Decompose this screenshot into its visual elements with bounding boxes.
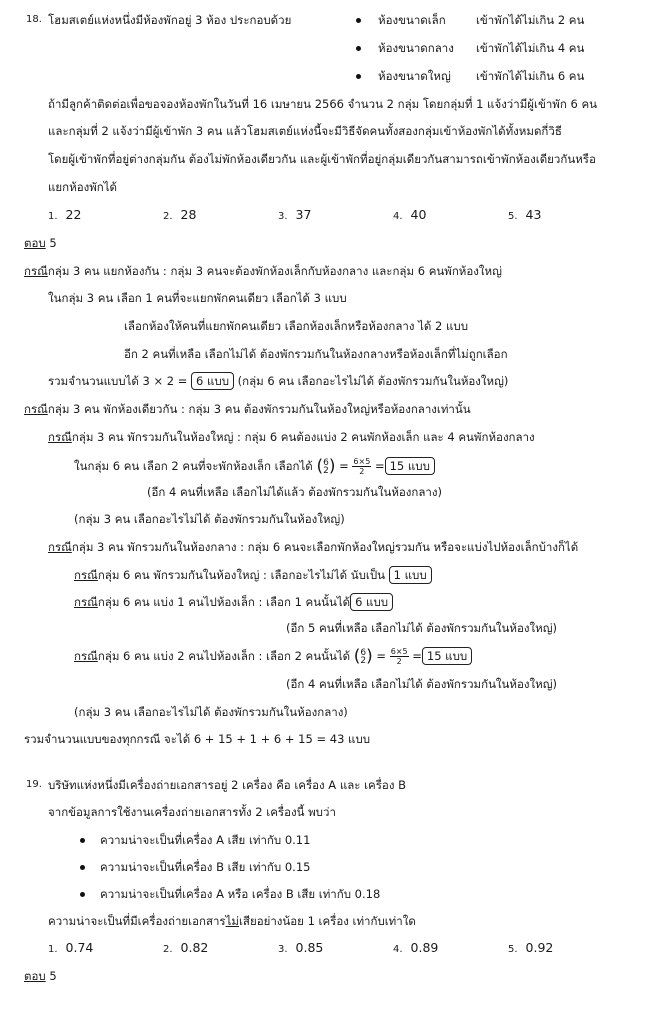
result-box: 6 แบบ <box>191 372 234 390</box>
option-5[interactable]: 5. 43 <box>508 207 542 222</box>
question-number: 18. <box>26 14 42 25</box>
result-box: 15 แบบ <box>422 647 472 665</box>
option-value: 0.74 <box>65 940 94 955</box>
bullet-icon <box>356 46 361 51</box>
room-name: ห้องขนาดกลาง <box>378 41 454 55</box>
option-5[interactable]: 5. 0.92 <box>508 940 554 955</box>
option-value: 22 <box>65 207 82 222</box>
solution-note: (อีก 4 คนที่เหลือ เลือกไม่ได้ ต้องพักรวมกันในห้องใหญ่) <box>286 677 557 691</box>
question-paragraph: และกลุ่มที่ 2 แจ้งว่ามีผู้เข้าพัก 3 คน แล้วโฮมสเตย์แห่งนี้จะมีวิธีจัดคนทั้งสองกลุ่มเข้าห้องพักได้ทั้งหมดกี่วิธี <box>48 124 562 138</box>
answer-label: ตอบ <box>24 236 46 250</box>
fraction: $\frac{6\times 5}{2}$ <box>390 647 408 666</box>
option-value: 28 <box>180 207 197 222</box>
question-stem: โฮมสเตย์แห่งหนึ่งมีห้องพักอยู่ 3 ห้อง ประกอบด้วย <box>48 13 292 27</box>
given-fact: ความน่าจะเป็นที่เครื่อง B เสีย เท่ากับ 0.15 <box>100 860 311 874</box>
result-box: 6 แบบ <box>350 593 393 611</box>
room-name: ห้องขนาดเล็ก <box>378 13 446 27</box>
question-intro: จากข้อมูลการใช้งานเครื่องถ่ายเอกสารทั้ง 2 เครื่องนี้ พบว่า <box>48 805 336 819</box>
case-heading: กรณีกลุ่ม 3 คน พักห้องเดียวกัน : กลุ่ม 3 คน ต้องพักรวมกันในห้องใหญ่หรือห้องกลางเท่านั้น <box>24 402 471 416</box>
question-paragraph: ถ้ามีลูกค้าติดต่อเพื่อขอจองห้องพักในวันที่ 16 เมษายน 2566 จำนวน 2 กลุ่ม โดยกลุ่มที่ 1 แจ้งว่ามีผู้เข้าพัก 6 คน <box>48 97 598 111</box>
option-value: 40 <box>410 207 427 222</box>
solution-line: อีก 2 คนที่เหลือ เลือกไม่ได้ ต้องพักรวมกันในห้องกลางหรือห้องเล็กที่ไม่ถูกเลือก <box>124 347 508 361</box>
question-number: 19. <box>26 779 42 790</box>
case-heading: กรณีกลุ่ม 3 คน แยกห้องกัน : กลุ่ม 3 คนจะต้องพักห้องเล็กกับห้องกลาง และกลุ่ม 6 คนพักห้องใหญ่ <box>24 264 502 278</box>
bullet-icon <box>80 865 85 870</box>
option-3[interactable]: 3. 0.85 <box>278 940 324 955</box>
answer-value: 5 <box>49 969 57 983</box>
option-1[interactable]: 1. 22 <box>48 207 82 222</box>
subcase-heading: กรณีกลุ่ม 3 คน พักรวมกันในห้องกลาง : กลุ่ม 6 คนจะเลือกพักห้องใหญ่รวมกัน หรือจะแบ่งไปห้องเล็กบ้างก็ได้ <box>48 540 579 554</box>
bullet-icon <box>356 74 361 79</box>
answer-line <box>24 235 57 251</box>
bullet-icon <box>356 18 361 23</box>
option-4[interactable]: 4. 0.89 <box>393 940 439 955</box>
solution-line: กรณีกลุ่ม 6 คน แบ่ง 1 คนไปห้องเล็ก : เลือก 1 คนนั้นได้ 6 แบบ <box>74 593 393 611</box>
given-fact: ความน่าจะเป็นที่เครื่อง A เสีย เท่ากับ 0.11 <box>100 833 311 847</box>
solution-line: กรณีกลุ่ม 6 คน แบ่ง 2 คนไปห้องเล็ก : เลือก 2 คนนั้นได้ (6 2) = $\frac{6\times 5}{2}$ = 15 แบบ <box>74 645 472 668</box>
room-name: ห้องขนาดใหญ่ <box>378 69 451 83</box>
solution-note: (กลุ่ม 3 คน เลือกอะไรไม่ได้ ต้องพักรวมกันในห้องใหญ่) <box>74 512 345 526</box>
result-box: 15 แบบ <box>385 457 435 475</box>
bullet-icon <box>80 892 85 897</box>
solution-note: (อีก 5 คนที่เหลือ เลือกไม่ได้ ต้องพักรวมกันในห้องใหญ่) <box>286 621 557 635</box>
option-value: 43 <box>525 207 542 222</box>
solution-note: (กลุ่ม 3 คน เลือกอะไรไม่ได้ ต้องพักรวมกันในห้องกลาง) <box>74 705 348 719</box>
binomial: 6 2 <box>323 457 329 476</box>
option-value: 37 <box>295 207 312 222</box>
solution-line: ในกลุ่ม 6 คน เลือก 2 คนที่จะพักห้องเล็ก เลือกได้ (6 2) = $\frac{6\times 5}{2}$ = 15 แบบ <box>74 455 435 478</box>
option-value: 0.82 <box>180 940 209 955</box>
fraction: $\frac{6\times 5}{2}$ <box>353 457 371 476</box>
binomial: 6 2 <box>360 647 367 666</box>
option-value: 0.92 <box>525 940 554 955</box>
solution-note: (อีก 4 คนที่เหลือ เลือกไม่ได้แล้ว ต้องพักรวมกันในห้องกลาง) <box>147 485 442 499</box>
option-4[interactable]: 4. 40 <box>393 207 427 222</box>
room-capacity: เข้าพักได้ไม่เกิน 6 คน <box>476 69 585 83</box>
question-stem: บริษัทแห่งหนึ่งมีเครื่องถ่ายเอกสารอยู่ 2 เครื่อง คือ เครื่อง A และ เครื่อง B <box>48 778 406 792</box>
option-value: 0.85 <box>295 940 324 955</box>
question-paragraph: แยกห้องพักได้ <box>48 180 118 194</box>
option-2[interactable]: 2. 0.82 <box>163 940 209 955</box>
answer-value: 5 <box>49 236 57 250</box>
solution-line: ในกลุ่ม 3 คน เลือก 1 คนที่จะแยกพักคนเดียว เลือกได้ 3 แบบ <box>48 291 347 305</box>
question-paragraph: โดยผู้เข้าพักที่อยู่ต่างกลุ่มกัน ต้องไม่พักห้องเดียวกัน และผู้เข้าพักที่อยู่กลุ่มเดียวกันสามารถเข้าพักห้องเดียวกันหรือ <box>48 152 596 166</box>
room-capacity: เข้าพักได้ไม่เกิน 4 คน <box>476 41 585 55</box>
option-2[interactable]: 2. 28 <box>163 207 197 222</box>
given-fact: ความน่าจะเป็นที่เครื่อง A หรือ เครื่อง B เสีย เท่ากับ 0.18 <box>100 887 381 901</box>
solution-line: เลือกห้องให้คนที่แยกพักคนเดียว เลือกห้องเล็กหรือห้องกลาง ได้ 2 แบบ <box>124 319 469 333</box>
grand-total: รวมจำนวนแบบของทุกกรณี จะได้ 6 + 15 + 1 + 6 + 15 = 43 แบบ <box>24 732 371 746</box>
option-1[interactable]: 1. 0.74 <box>48 940 94 955</box>
answer-label: ตอบ <box>24 969 46 983</box>
subcase-heading: กรณีกลุ่ม 3 คน พักรวมกันในห้องใหญ่ : กลุ่ม 6 คนต้องแบ่ง 2 คนพักห้องเล็ก และ 4 คนพักห้องกลาง <box>48 430 535 444</box>
bullet-icon <box>80 838 85 843</box>
question-ask: ความน่าจะเป็นที่มีเครื่องถ่ายเอกสารไม่เสียอย่างน้อย 1 เครื่อง เท่ากับเท่าใด <box>48 914 416 928</box>
solution-total: รวมจำนวนแบบได้ 3 × 2 = 6 แบบ (กลุ่ม 6 คน เลือกอะไรไม่ได้ ต้องพักรวมกันในห้องใหญ่) <box>48 374 509 388</box>
result-box: 1 แบบ <box>389 566 432 584</box>
room-capacity: เข้าพักได้ไม่เกิน 2 คน <box>476 13 585 27</box>
option-value: 0.89 <box>410 940 439 955</box>
option-3[interactable]: 3. 37 <box>278 207 312 222</box>
solution-line: กรณีกลุ่ม 6 คน พักรวมกันในห้องใหญ่ : เลือกอะไรไม่ได้ นับเป็น 1 แบบ <box>74 566 432 584</box>
answer-line <box>24 968 57 984</box>
